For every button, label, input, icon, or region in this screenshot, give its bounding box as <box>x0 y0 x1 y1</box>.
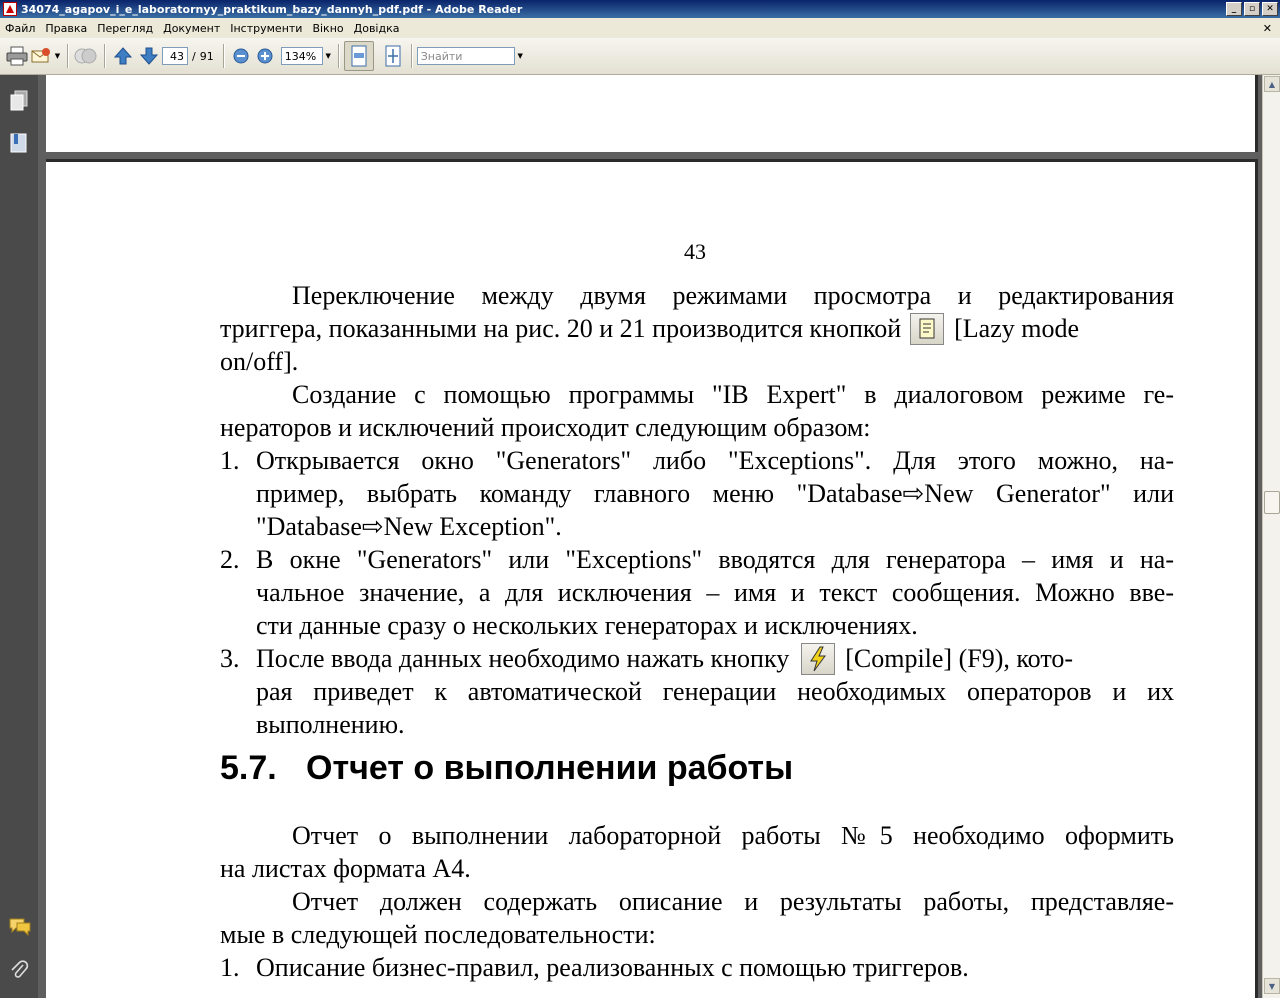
pdf-page <box>46 159 1258 998</box>
paragraph-text: Переключение между двумя режимами просмотра и редактирования <box>292 281 1174 310</box>
menu-view[interactable]: Перегляд <box>97 21 154 35</box>
paragraph-text: Создание с помощью программы "IB Expert" в диалоговом режиме ге- <box>292 380 1174 409</box>
pages-icon[interactable] <box>9 90 29 112</box>
arrow-up-icon[interactable] <box>110 43 136 69</box>
chevron-down-icon[interactable]: ▼ <box>517 52 523 60</box>
lightning-icon <box>801 643 835 675</box>
toolbar-divider <box>411 44 412 68</box>
list-item-number: 1. <box>220 446 240 475</box>
menu-tools[interactable]: Інструменти <box>230 21 303 35</box>
window-title: 34074_agapov_i_e_laboratornyy_praktikum_bazy_dannyh_pdf.pdf - Adobe Reader <box>21 2 523 16</box>
page-total: 91 <box>199 49 214 63</box>
document-viewer[interactable] <box>38 75 1262 998</box>
scroll-down-icon[interactable]: ▼ <box>1264 978 1280 994</box>
page-number: 43 <box>684 239 706 264</box>
list-item-text: рая приведет к автоматической генерации необходимых операторов и их <box>256 677 1174 706</box>
email-icon[interactable] <box>30 43 52 69</box>
paragraph-text: на листах формата А4. <box>220 854 471 883</box>
lazy-mode-icon <box>910 313 944 345</box>
list-item-text: Описание бизнес-правил, реализованных с помощью триггеров. <box>256 953 969 982</box>
zoom-out-icon[interactable] <box>229 43 253 69</box>
zoom-level-input[interactable]: 134% <box>281 47 323 65</box>
list-item-number: 2. <box>220 545 240 574</box>
page-separator: / <box>192 49 196 63</box>
list-item-number: 1. <box>220 953 240 982</box>
toolbar-divider <box>67 44 68 68</box>
comments-icon[interactable] <box>9 917 29 939</box>
fit-width-icon[interactable] <box>344 41 374 71</box>
page-number-input[interactable]: 43 <box>162 47 188 65</box>
list-item-text <box>256 642 1174 675</box>
close-document-button[interactable]: ✕ <box>1262 21 1272 35</box>
list-item-text: [Compile] (F9), кото- <box>845 644 1074 673</box>
chevron-down-icon[interactable]: ▼ <box>325 52 331 60</box>
adobe-reader-icon <box>3 2 17 16</box>
printer-icon[interactable] <box>4 43 30 69</box>
paragraph-text: мые в следующей последовательности: <box>220 920 656 949</box>
title-bar <box>0 0 1280 18</box>
search-input[interactable]: Знайти <box>417 47 515 65</box>
paragraph-text: Отчет о выполнении лабораторной работы №5 необходимо оформить <box>292 821 1174 850</box>
menu-document[interactable]: Документ <box>163 21 221 35</box>
collaborate-icon[interactable] <box>73 43 99 69</box>
paragraph-text: [Lazy mode <box>954 314 1079 343</box>
paperclip-icon[interactable] <box>9 959 29 981</box>
list-item-text: чальное значение, а для исключения – имя и текст сообщения. Можно вве- <box>256 578 1174 607</box>
chevron-down-icon[interactable]: ▼ <box>54 52 61 60</box>
section-title: Отчет о выполнении работы <box>306 749 794 787</box>
toolbar-divider <box>104 44 105 68</box>
list-item-text: сти данные сразу о нескольких генераторах и исключениях. <box>256 611 918 640</box>
list-item-text: В окне "Generators" или "Exceptions" вводятся для генератора – имя и на- <box>256 545 1174 574</box>
menu-help[interactable]: Довідка <box>353 21 400 35</box>
arrow-down-icon[interactable] <box>136 43 162 69</box>
paragraph-text: нераторов и исключений происходит следующим образом: <box>220 413 871 442</box>
paragraph-text: триггера, показанными на рис. 20 и 21 производится кнопкой <box>220 314 902 343</box>
section-number: 5.7. <box>220 749 277 787</box>
window-controls <box>1226 2 1278 16</box>
toolbar-divider <box>338 44 339 68</box>
minimize-button[interactable]: _ <box>1226 2 1242 16</box>
scroll-up-icon[interactable]: ▲ <box>1264 76 1280 92</box>
list-item-text: После ввода данных необходимо нажать кнопку <box>256 644 790 673</box>
vertical-scrollbar[interactable] <box>1262 75 1280 998</box>
navigation-pane <box>0 75 38 998</box>
paragraph-text: Отчет должен содержать описание и результаты работы, представляе- <box>292 887 1174 916</box>
toolbar <box>0 38 1280 75</box>
restore-button[interactable]: ▫ <box>1244 2 1260 16</box>
list-item-text: "Database⇨New Exception". <box>256 512 562 541</box>
paragraph-text: on/off]. <box>220 347 299 376</box>
list-item-text: Открывается окно "Generators" либо "Exceptions". Для этого можно, на- <box>256 446 1174 475</box>
list-item-text: пример, выбрать команду главного меню "Database⇨New Generator" или <box>256 479 1174 508</box>
previous-page <box>46 75 1258 152</box>
close-button[interactable]: ✕ <box>1262 2 1278 16</box>
fit-page-icon[interactable] <box>380 43 406 69</box>
list-item-number: 3. <box>220 644 240 673</box>
bookmarks-icon[interactable] <box>9 132 29 154</box>
menu-window[interactable]: Вікно <box>312 21 344 35</box>
menu-bar <box>0 18 1280 38</box>
scrollbar-thumb[interactable] <box>1264 491 1280 514</box>
menu-file[interactable]: Файл <box>5 21 36 35</box>
menu-edit[interactable]: Правка <box>45 21 88 35</box>
zoom-in-icon[interactable] <box>253 43 277 69</box>
list-item-text: выполнению. <box>256 710 405 739</box>
toolbar-divider <box>223 44 224 68</box>
paragraph-text <box>220 312 1174 345</box>
